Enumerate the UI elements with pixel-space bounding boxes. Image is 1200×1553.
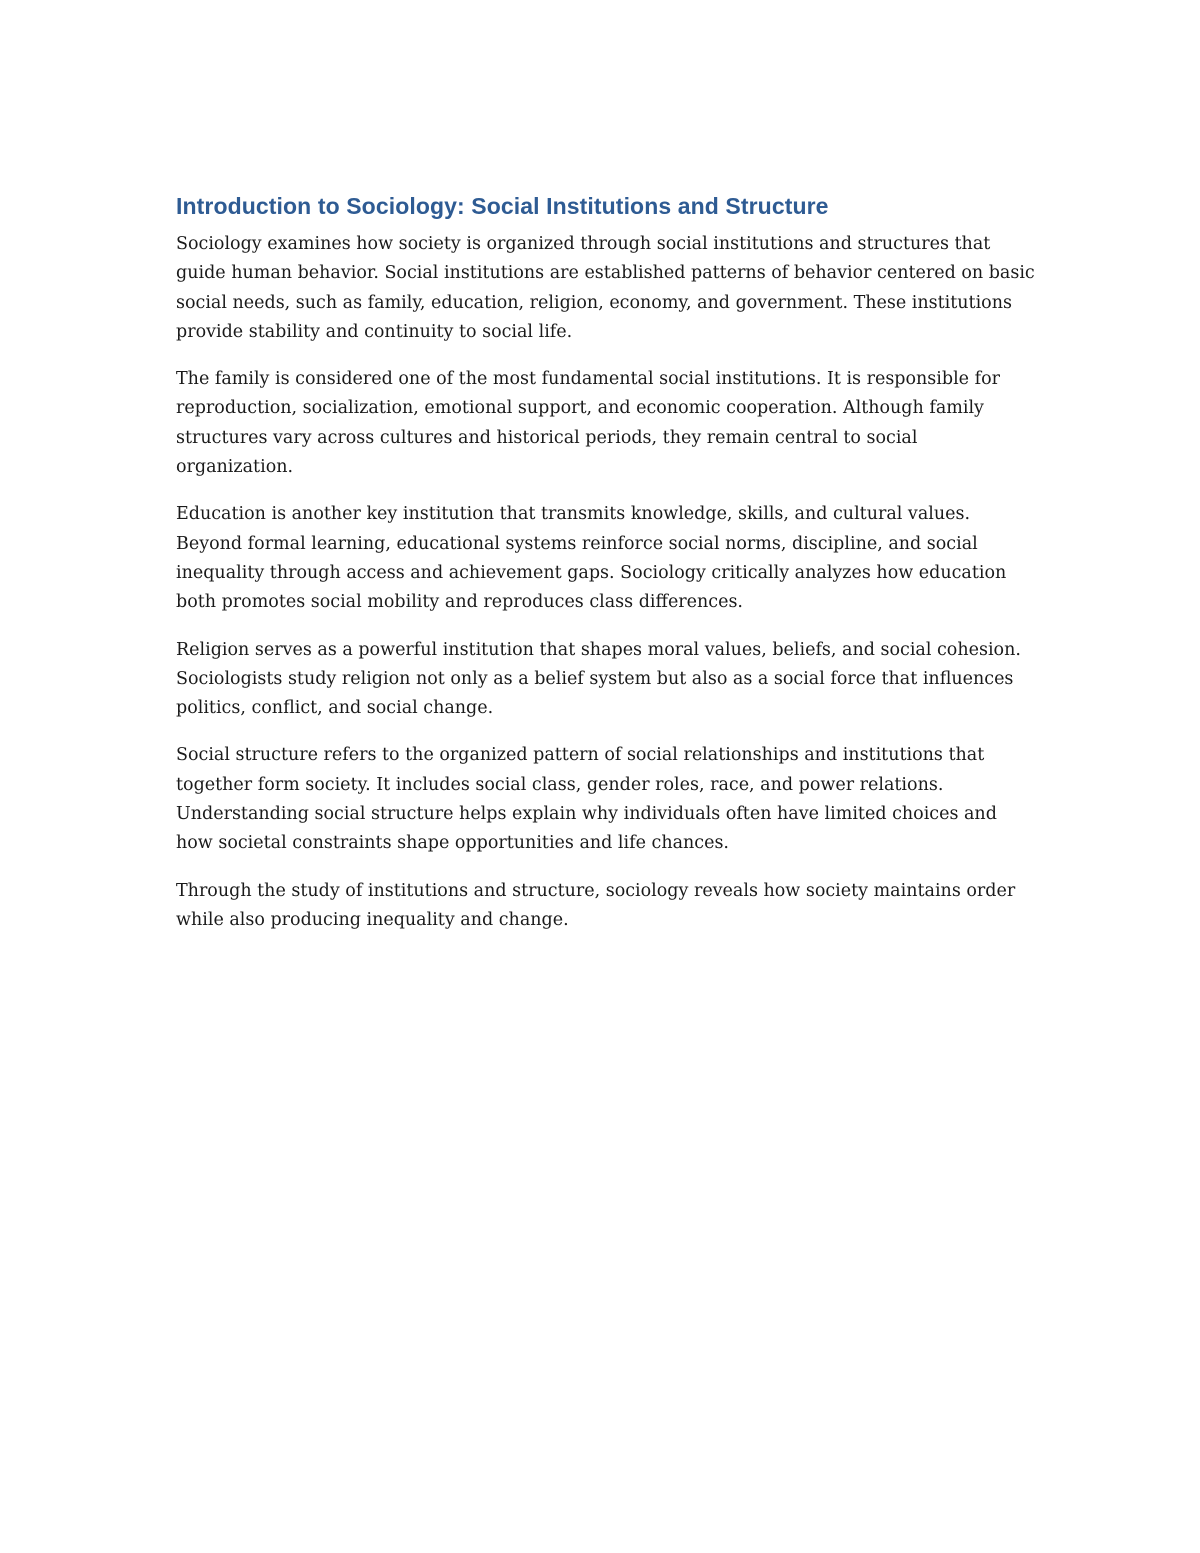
document-body [176, 188, 1036, 953]
paragraph-education: Education is another key institution that transmits knowledge, skills, and cultural values. Beyond formal learning, educational systems reinforce social norms, discipline, and social inequality through access and achievement gaps. Sociology critically analyzes how education both promotes social mobility and reproduces class differences. [176, 504, 1007, 613]
paragraph-conclusion: Through the study of institutions and structure, sociology reveals how society maintains order while also producing inequality and change. [176, 880, 1016, 930]
paragraph-social-structure: Social structure refers to the organized pattern of social relationships and institutions that together form society. It includes social class, gender roles, race, and power relations. Understanding social structure helps explain why individuals often have limited choices and how societal constraints shape opportunities and life chances. [176, 745, 997, 854]
document-title: Introduction to Sociology: Social Institutions and Structure [176, 193, 829, 219]
paragraph-religion: Religion serves as a powerful institution that shapes moral values, beliefs, and social cohesion. Sociologists study religion not only as a belief system but also as a social force that influences politics, conflict, and social change. [176, 639, 1021, 719]
paragraph-family: The family is considered one of the most fundamental social institutions. It is responsible for reproduction, socialization, emotional support, and economic cooperation. Although family structures vary across cultures and historical periods, they remain central to social organization. [176, 369, 1000, 478]
paragraph-introduction: Sociology examines how society is organized through social institutions and structures that guide human behavior. Social institutions are established patterns of behavior centered on basic social needs, such as family, education, religion, economy, and government. These institutions provide stability and continuity to social life. [176, 234, 1035, 342]
